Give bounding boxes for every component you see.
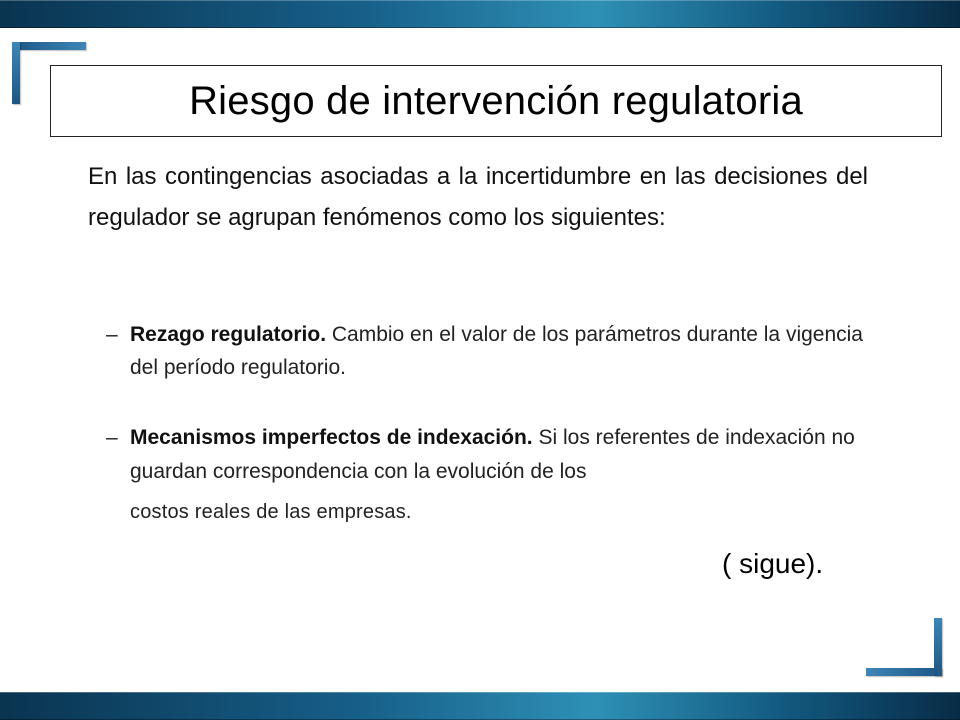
bullet-text-continuation: costos reales de las empresas.	[130, 501, 412, 523]
top-decorative-band	[0, 0, 960, 28]
bullet-text: Cambio en el valor de los parámetros durante la vigencia del período regulatorio.	[130, 323, 863, 379]
bullet-dash: –	[106, 426, 118, 449]
slide-title: Riesgo de intervención regulatoria	[189, 78, 803, 123]
bracket-horizontal-bar	[12, 42, 86, 50]
bracket-vertical-bar	[12, 42, 20, 104]
bullet-list	[106, 318, 896, 529]
continuation-note: ( sigue).	[722, 548, 824, 579]
bullet-item-mecanismos	[106, 421, 896, 529]
bullet-term: Rezago regulatorio.	[130, 323, 327, 346]
bracket-vertical-bar	[934, 618, 942, 676]
bullet-dash: –	[106, 323, 118, 346]
bullet-term: Mecanismos imperfectos de indexación.	[130, 426, 533, 449]
bottom-decorative-band	[0, 692, 960, 720]
bullet-text: Si los referentes de indexación no guardan correspondencia con la evolución de los	[130, 426, 855, 483]
title-box	[50, 65, 942, 137]
bullet-item-rezago	[106, 318, 896, 384]
intro-paragraph: En las contingencias asociadas a la incertidumbre en las decisiones del regulador se agrupan fenómenos como los siguientes:	[88, 163, 868, 231]
bracket-horizontal-bar	[866, 668, 942, 676]
